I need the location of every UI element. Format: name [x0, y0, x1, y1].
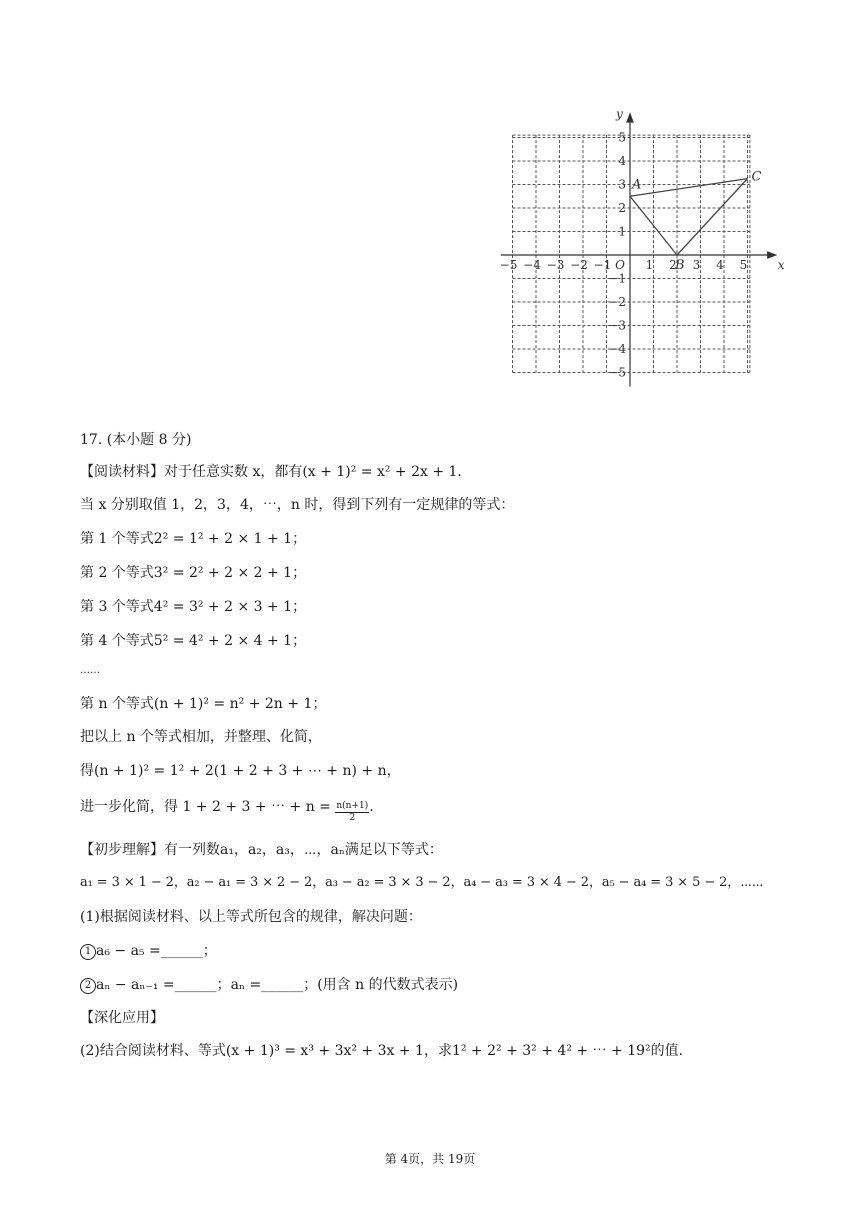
- equation-4: 第 4 个等式5² = 4² + 2 × 4 + 1；: [80, 633, 307, 649]
- segment-bc: [677, 179, 748, 255]
- ellipsis: ……: [80, 665, 100, 676]
- y-axis-label: y: [616, 107, 623, 121]
- x-tick-label: 4: [716, 258, 724, 272]
- y-tick-label: −2: [608, 295, 626, 309]
- x-tick-label: −5: [499, 258, 518, 272]
- fraction: [335, 801, 369, 824]
- prelim-text: 有一列数a₁，a₂，a₃，⋯，aₙ满足以下等式：: [164, 842, 443, 858]
- x-tick-label: 2: [669, 258, 677, 272]
- y-tick-label: −3: [608, 318, 626, 333]
- y-tick-label: 3: [618, 177, 626, 192]
- x-tick-label: 1: [645, 258, 654, 272]
- preliminary-understanding: [80, 840, 443, 860]
- coordinate-figure: [484, 98, 784, 394]
- x-tick-label: −4: [523, 258, 541, 272]
- y-tick-label: 4: [618, 154, 626, 168]
- result-step: 得(n + 1)² = 1² + 2(1 + 2 + 3 + ⋯ + n) + n，: [80, 763, 401, 779]
- page-footer: 第 4页，共 19页: [384, 1152, 476, 1166]
- axes: [501, 114, 776, 387]
- problem-header: 17. (本小题 8 分): [80, 432, 192, 448]
- equation-n: 第 n 个等式(n + 1)² = n² + 2n + 1；: [80, 696, 327, 712]
- x-axis-arrow: [768, 252, 776, 258]
- y-axis-arrow: [627, 114, 633, 122]
- x-tick-label: 3: [692, 258, 701, 272]
- prelim-tag: 【初步理解】: [80, 842, 164, 858]
- point-label-b: B: [675, 258, 685, 273]
- x-tick-label: −2: [570, 258, 588, 272]
- y-tick-label: 5: [618, 130, 626, 145]
- equation-3: 第 3 个等式4² = 3² + 2 × 3 + 1；: [80, 599, 307, 615]
- deep-application-tag: 【深化应用】: [80, 1010, 164, 1026]
- x-tick-label: −1: [593, 258, 612, 272]
- intro-text: 当 x 分别取值 1，2，3，4，⋯，n 时，得到下列有一定规律的等式：: [80, 497, 515, 513]
- circled-number-2: 2: [80, 978, 96, 994]
- point-label-c: C: [751, 169, 762, 185]
- fraction-numerator: n(n+1): [336, 801, 369, 811]
- reading-text: 对于任意实数 x，都有(x + 1)² = x² + 2x + 1．: [164, 464, 472, 480]
- simplify-text: 进一步化简，得 1 + 2 + 3 + ⋯ + n =: [80, 799, 331, 815]
- y-tick-label: −4: [608, 342, 626, 356]
- circled-number-1: 1: [80, 944, 96, 960]
- sum-step: 把以上 n 个等式相加，并整理、化简，: [80, 729, 322, 745]
- point-label-a: A: [632, 177, 642, 193]
- x-tick-label: −3: [546, 258, 565, 272]
- equation-1: 第 1 个等式2² = 1² + 2 × 1 + 1；: [80, 531, 307, 547]
- question-2: (2)结合阅读材料、等式(x + 1)³ = x³ + 3x² + 3x + 1，求1² + 2² + 3² + 4² + ⋯ + 19²的值．: [80, 1043, 693, 1059]
- question-1-part-2: [80, 975, 458, 995]
- part-1-text: a₆ − a₅ =______；: [96, 943, 217, 959]
- y-tick-label: 1: [618, 224, 626, 239]
- x-tick-label: 5: [739, 258, 748, 272]
- reading-tag: 【阅读材料】: [80, 464, 164, 480]
- tick-labels: [500, 107, 784, 380]
- x-axis-label: x: [777, 258, 784, 272]
- dashed-grid: [513, 135, 750, 372]
- y-tick-label: −1: [608, 271, 626, 286]
- equation-2: 第 2 个等式3² = 2² + 2 × 2 + 1；: [80, 565, 307, 581]
- question-1-part-1: [80, 941, 217, 961]
- triangle-abc: [630, 179, 748, 255]
- fraction-denominator: 2: [349, 813, 356, 823]
- simplify-step: 进一步化简，得 1 + 2 + 3 + ⋯ + n = $\frac{n(n+1)}{2}$ .: [80, 799, 374, 823]
- y-tick-label: −5: [608, 365, 626, 380]
- part-2-text: aₙ − aₙ₋₁ =______；aₙ =______；(用含 n 的代数式表示): [96, 977, 459, 993]
- question-1: (1)根据阅读材料、以上等式所包含的规律，解决问题：: [80, 909, 422, 925]
- y-tick-label: 2: [618, 201, 626, 215]
- origin-label: O: [615, 258, 625, 272]
- reading-material: [80, 462, 471, 482]
- segment-ac: [630, 179, 748, 197]
- sequence-equations: a₁ = 3 × 1 − 2，a₂ − a₁ = 3 × 2 − 2，a₃ − a₂ = 3 × 3 − 2，a₄ − a₃ = 3 × 4 − 2，a₅ − a₄ = 3 × 5 − 2，⋯⋯: [80, 875, 764, 890]
